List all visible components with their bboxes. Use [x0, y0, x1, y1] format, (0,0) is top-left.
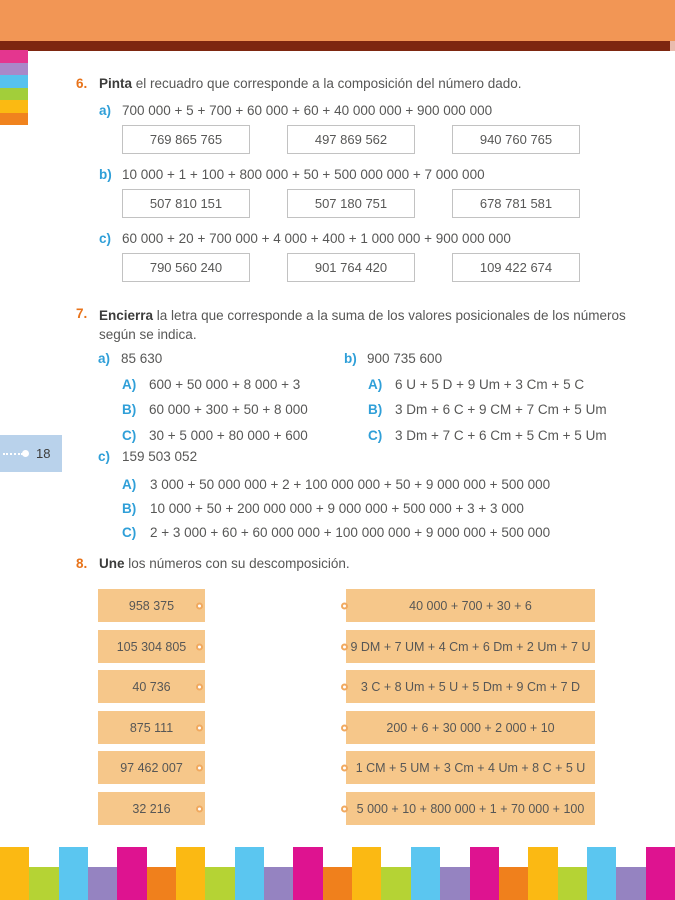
number-tag[interactable] [98, 711, 205, 744]
decor-bar [235, 847, 264, 900]
exercise7-item-b-label: b) [344, 351, 357, 366]
exercise7-title [99, 306, 631, 344]
option-letter[interactable]: B) [122, 501, 137, 516]
connector-dot[interactable] [341, 805, 348, 812]
decomposition-tag[interactable] [346, 792, 595, 825]
exercise6-item-b-label: b) [99, 167, 112, 182]
exercise6-title-verb: Pinta [99, 76, 133, 91]
connector-dot[interactable] [196, 683, 203, 690]
number-tag-value: 875 111 [129, 720, 174, 735]
decor-bar [59, 847, 88, 900]
side-tab [0, 113, 28, 126]
number-tag[interactable] [98, 670, 205, 703]
decomposition-tag-value: 3 C + 8 Um + 5 U + 5 Dm + 9 Cm + 7 D [360, 679, 581, 694]
connector-dot[interactable] [196, 602, 203, 609]
decomposition-tag[interactable] [346, 711, 595, 744]
decor-bar [411, 847, 440, 900]
dotted-line [3, 453, 23, 455]
decomposition-tag[interactable] [346, 751, 595, 784]
decor-bar [646, 847, 675, 900]
decomposition-tag[interactable] [346, 589, 595, 622]
decor-bar [587, 847, 616, 900]
decor-bar [528, 847, 557, 900]
answer-box[interactable]: 109 422 674 [452, 253, 580, 282]
decor-bar [117, 847, 146, 900]
exercise8-title [99, 556, 350, 571]
connector-dot[interactable] [196, 643, 203, 650]
option-text: 3 000 + 50 000 000 + 2 + 100 000 000 + 50 + 9 000 000 + 500 000 [150, 477, 551, 492]
option-letter[interactable]: B) [368, 402, 383, 417]
answer-box[interactable]: 678 781 581 [452, 189, 580, 218]
exercise7-item-a-label: a) [98, 351, 111, 366]
number-tag[interactable] [98, 589, 205, 622]
number-tag-value: 97 462 007 [120, 760, 183, 775]
option-text: 3 Dm + 6 C + 9 CM + 7 Cm + 5 Um [395, 402, 607, 417]
answer-box[interactable]: 507 810 151 [122, 189, 250, 218]
side-tab [0, 75, 28, 88]
connector-dot[interactable] [341, 602, 348, 609]
connector-dot[interactable] [196, 805, 203, 812]
connector-dot[interactable] [196, 764, 203, 771]
option-letter[interactable]: C) [122, 428, 137, 443]
page-number: 18 [36, 446, 51, 461]
number-tag[interactable] [98, 751, 205, 784]
answer-box[interactable]: 769 865 765 [122, 125, 250, 154]
exercise8-title-rest: los números con su descomposición. [124, 556, 350, 571]
exercise7-number: 7. [76, 306, 88, 321]
exercise6-item-c-label: c) [99, 231, 112, 246]
decor-bar [88, 867, 117, 900]
side-tabs [0, 50, 28, 125]
decor-bar [352, 847, 381, 900]
number-tag-value: 32 216 [132, 801, 171, 816]
exercise7-title-rest: la letra que corresponde a la suma de los valores posicionales de los números según se indica. [99, 308, 626, 342]
connector-dot[interactable] [341, 724, 348, 731]
exercise7-item-c-label: c) [98, 449, 111, 464]
connector-dot[interactable] [196, 724, 203, 731]
option-text: 2 + 3 000 + 60 + 60 000 000 + 100 000 000 + 9 000 000 + 500 000 [150, 525, 551, 540]
exercise7-item-c-value: 159 503 052 [122, 449, 198, 464]
exercise6-number: 6. [76, 76, 88, 91]
decor-bar [293, 847, 322, 900]
answer-box[interactable]: 507 180 751 [287, 189, 415, 218]
exercise6-title-rest: el recuadro que corresponde a la composición del número dado. [132, 76, 522, 91]
decor-bar [381, 867, 410, 900]
decor-bar [499, 867, 528, 900]
answer-box[interactable]: 940 760 765 [452, 125, 580, 154]
option-text: 30 + 5 000 + 80 000 + 600 [149, 428, 308, 443]
connector-dot[interactable] [341, 764, 348, 771]
option-letter[interactable]: C) [368, 428, 383, 443]
exercise6-item-a-expression: 700 000 + 5 + 700 + 60 000 + 60 + 40 000 000 + 900 000 000 [122, 103, 493, 118]
option-text: 3 Dm + 7 C + 6 Cm + 5 Cm + 5 Um [395, 428, 607, 443]
exercise7-item-b-value: 900 735 600 [367, 351, 443, 366]
decomposition-tag-value: 200 + 6 + 30 000 + 2 000 + 10 [386, 720, 555, 735]
number-tag-value: 958 375 [128, 598, 175, 613]
decor-bar [205, 867, 234, 900]
page-number-tab [0, 435, 62, 472]
answer-box[interactable]: 790 560 240 [122, 253, 250, 282]
decor-bar [558, 867, 587, 900]
footer-bars [0, 847, 675, 900]
number-tag[interactable] [98, 630, 205, 663]
decor-bar [264, 867, 293, 900]
option-letter[interactable]: C) [122, 525, 137, 540]
number-tag-value: 40 736 [132, 679, 171, 694]
header-rule-edge [670, 41, 675, 51]
number-tag[interactable] [98, 792, 205, 825]
exercise6-item-b-expression: 10 000 + 1 + 100 + 800 000 + 50 + 500 000 000 + 7 000 000 [122, 167, 485, 182]
number-tag-value: 105 304 805 [116, 639, 187, 654]
decomposition-tag-value: 5 000 + 10 + 800 000 + 1 + 70 000 + 100 [356, 801, 585, 816]
connector-dot[interactable] [341, 683, 348, 690]
exercise6-item-a-label: a) [99, 103, 112, 118]
option-text: 10 000 + 50 + 200 000 000 + 9 000 000 + 500 000 + 3 + 3 000 [150, 501, 524, 516]
decor-bar [616, 867, 645, 900]
decor-bar [440, 867, 469, 900]
option-letter[interactable]: A) [122, 377, 137, 392]
decor-bar [29, 867, 58, 900]
decomposition-tag[interactable] [346, 630, 595, 663]
decor-bar [323, 867, 352, 900]
option-letter[interactable]: B) [122, 402, 137, 417]
side-tab [0, 100, 28, 113]
exercise7-item-a-value: 85 630 [121, 351, 163, 366]
decor-bar [147, 867, 176, 900]
exercise6-item-c-expression: 60 000 + 20 + 700 000 + 4 000 + 400 + 1 000 000 + 900 000 000 [122, 231, 511, 246]
option-letter[interactable]: A) [368, 377, 383, 392]
option-text: 6 U + 5 D + 9 Um + 3 Cm + 5 C [395, 377, 585, 392]
option-text: 60 000 + 300 + 50 + 8 000 [149, 402, 308, 417]
answer-box[interactable]: 901 764 420 [287, 253, 415, 282]
option-letter[interactable]: A) [122, 477, 137, 492]
side-tab [0, 63, 28, 76]
decor-bar [470, 847, 499, 900]
exercise8-number: 8. [76, 556, 88, 571]
option-text: 600 + 50 000 + 8 000 + 3 [149, 377, 301, 392]
header-rule [0, 41, 675, 51]
decomposition-tag[interactable] [346, 670, 595, 703]
side-tab [0, 50, 28, 63]
exercise8-title-verb: Une [99, 556, 125, 571]
side-tab [0, 88, 28, 101]
answer-box[interactable]: 497 869 562 [287, 125, 415, 154]
header-band [0, 0, 675, 41]
exercise6-title [99, 76, 522, 91]
decor-bar [0, 847, 29, 900]
decor-bar [176, 847, 205, 900]
page-dot-icon [22, 450, 29, 457]
exercise7-title-verb: Encierra [99, 308, 154, 323]
decomposition-tag-value: 1 CM + 5 UM + 3 Cm + 4 Um + 8 C + 5 U [355, 760, 586, 775]
decomposition-tag-value: 40 000 + 700 + 30 + 6 [409, 598, 532, 613]
decomposition-tag-value: 9 DM + 7 UM + 4 Cm + 6 Dm + 2 Um + 7 U [350, 639, 591, 654]
connector-dot[interactable] [341, 643, 348, 650]
